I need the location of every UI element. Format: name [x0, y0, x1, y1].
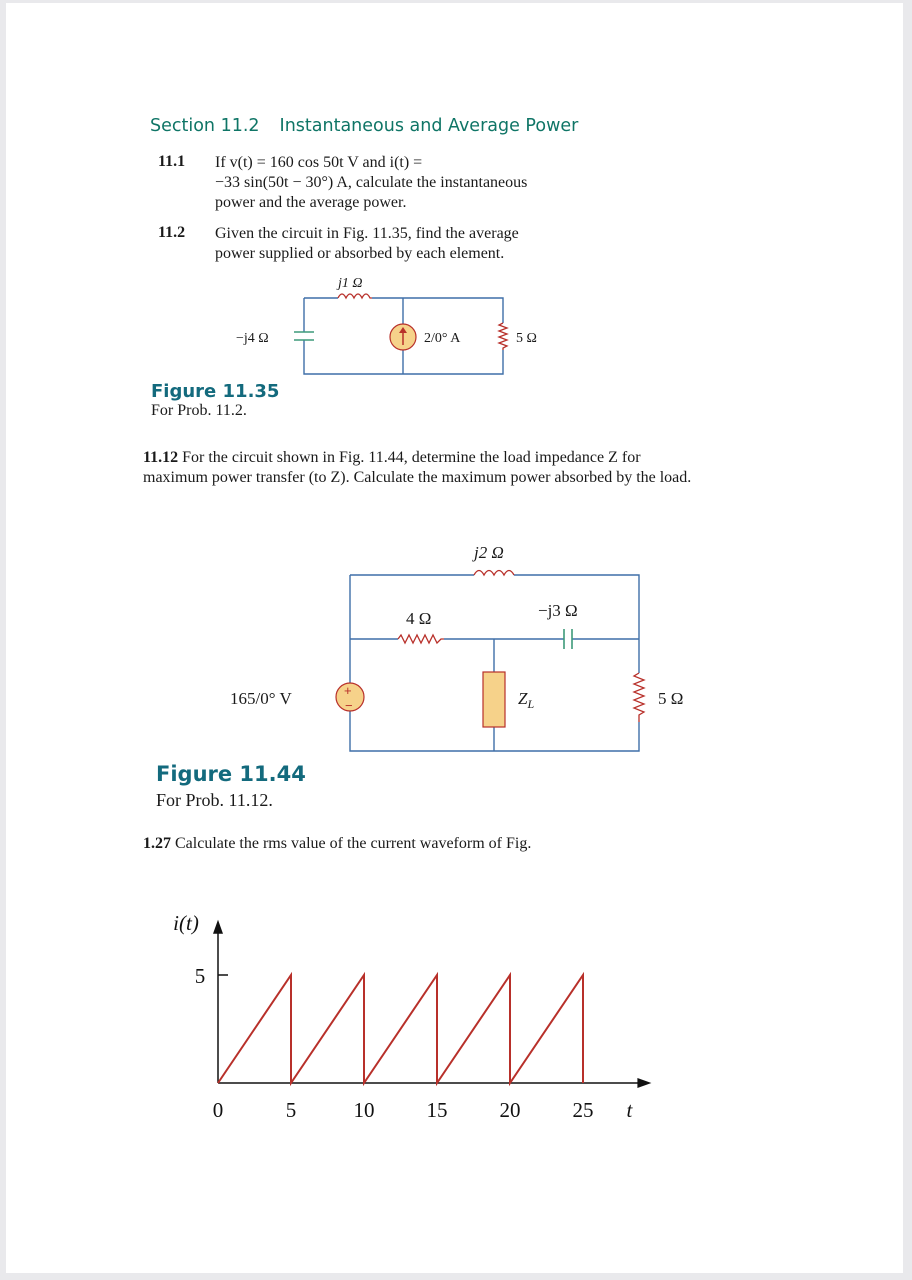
problem-1-27-number: 1.27 — [143, 835, 171, 852]
plus-sign: + — [344, 683, 352, 698]
x-tick-label: 5 — [285, 1098, 297, 1122]
chart-axes — [213, 920, 651, 1088]
capacitor-label: −j3 Ω — [538, 601, 578, 620]
chart-labels — [173, 911, 633, 1122]
source-label: 2/0° A — [424, 331, 461, 346]
text-line: 11.12 For the circuit shown in Fig. 11.44, determine the load impedance Z for — [143, 449, 641, 466]
x-axis-arrow-icon — [637, 1078, 651, 1088]
text-line: Given the circuit in Fig. 11.35, find the average — [215, 225, 519, 242]
resistor-label: 5 Ω — [516, 331, 537, 346]
problem-11-1-number: 11.1 — [158, 153, 186, 170]
x-tick-label: 25 — [572, 1098, 594, 1122]
inductor-label: j1 Ω — [338, 276, 363, 291]
x-tick-label: 0 — [212, 1098, 224, 1122]
x-tick-label: 20 — [499, 1098, 521, 1122]
load-label: $Z_L$ — [518, 689, 535, 711]
y-axis-label: i(t) — [173, 910, 199, 935]
y-tick-label: 5 — [194, 964, 206, 988]
section-title: Instantaneous and Average Power — [279, 116, 579, 136]
y-axis-arrow-icon — [213, 920, 223, 934]
text-line: power supplied or absorbed by each element. — [215, 245, 505, 262]
section-number: Section 11.2 — [150, 116, 260, 136]
sawtooth-line — [218, 975, 583, 1083]
x-tick-label: 15 — [426, 1098, 448, 1122]
capacitor-label: −j4 Ω — [236, 331, 269, 346]
problem-11-12-number: 11.12 — [143, 449, 179, 466]
problem-11-2-number: 11.2 — [158, 224, 186, 241]
figure-11-44-title: Figure 11.44 — [156, 762, 306, 786]
x-axis-label: t — [626, 1098, 633, 1122]
resistor-5-label: 5 Ω — [658, 689, 684, 708]
resistor-4-label: 4 Ω — [406, 609, 432, 628]
figure-11-35-title: Figure 11.35 — [151, 381, 280, 402]
minus-sign: − — [345, 698, 353, 713]
text-line: power and the average power. — [215, 194, 407, 211]
figure-11-35-caption: For Prob. 11.2. — [151, 402, 247, 419]
figure-11-44-caption: For Prob. 11.12. — [156, 790, 273, 810]
inductor-label: j2 Ω — [474, 543, 504, 562]
problem-1-27-text: 1.27 Calculate the rms value of the current waveform of Fig. — [143, 835, 532, 852]
text-line: maximum power transfer (to Z). Calculate the maximum power absorbed by the load. — [143, 469, 692, 486]
x-tick-label: 10 — [353, 1098, 375, 1122]
chart-series — [218, 975, 583, 1083]
text-line: If v(t) = 160 cos 50t V and i(t) = — [215, 154, 423, 171]
text-line: −33 sin(50t − 30°) A, calculate the instantaneous — [215, 174, 528, 191]
source-label: 165/0° V — [230, 689, 292, 708]
